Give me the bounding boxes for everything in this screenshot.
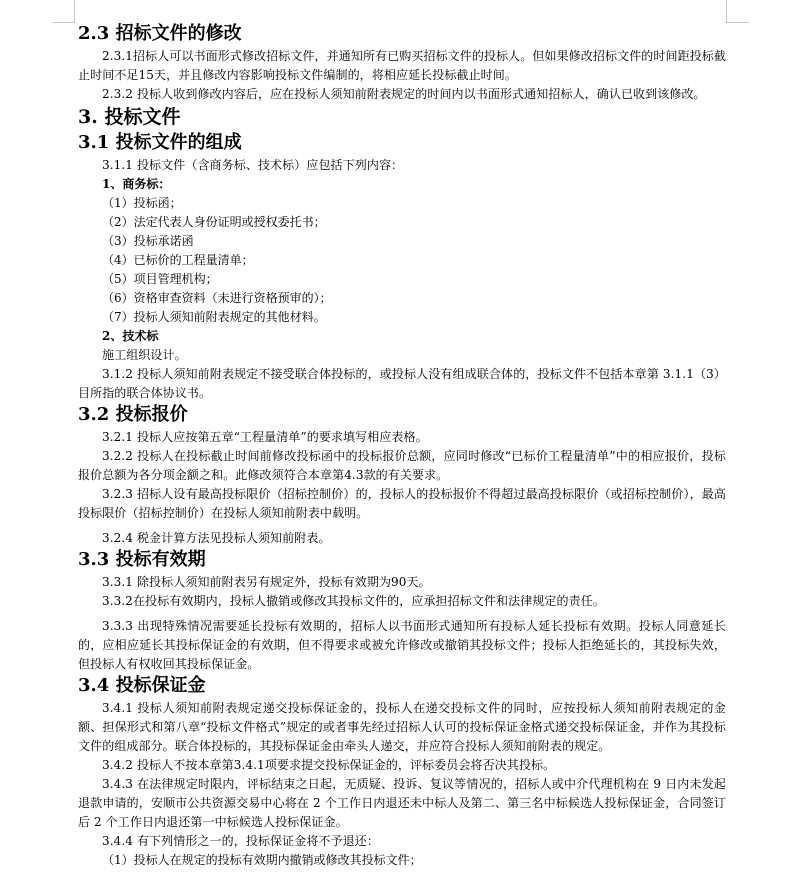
heading-3-1: 3.1 投标文件的组成 (78, 132, 242, 153)
paragraph-3-3-3: 3.3.3 出现特殊情况需要延长投标有效期的，招标人以书面形式通知所有投标人延长投标有效期。投标人同意延长的，应相应延长其投标保证金的有效期，但不得要求或被允许修改或撤销其投标文件；投标人拒绝延长的，其投标失效，但投标人有权收回其投标保证金。 (78, 619, 726, 671)
list-item: （1）投标函； (102, 196, 182, 210)
document-body (78, 22, 726, 870)
list-item: （5）项目管理机构； (102, 272, 218, 286)
paragraph-3-2-3: 3.2.3 招标人设有最高投标限价（招标控制价）的，投标人的投标报价不得超过最高投标限价（或招标控制价），最高投标限价（招标控制价）在投标人须知前附表中载明。 (78, 487, 726, 520)
paragraph-3-1-1: 3.1.1 投标文件（含商务标、技术标）应包括下列内容： (102, 158, 404, 172)
paragraph-3-4-2: 3.4.2 投标人不按本章第3.4.1项要求提交投标保证金的，评标委员会将否决其投标。 (102, 758, 556, 772)
list-item: （4）已标价的工程量清单； (102, 253, 254, 267)
paragraph-2-3-1: 2.3.1招标人可以书面形式修改招标文件，并通知所有已购买招标文件的投标人。但如果修改招标文件的时间距投标截止时间不足15天，并且修改内容影响投标文件编制的，将相应延长投标截止时间。 (78, 49, 726, 82)
paragraph-3-4-3: 3.4.3 在法律规定时限内，评标结束之日起，无质疑、投诉、复议等情况的，招标人或中介代理机构在 9 日内未发起退款申请的，安顺市公共资源交易中心将在 2 个工作日内退还未中标人及第二、第三名中标候选人投标保证金，合同签订后 2 个工作日内退还第一中标候选人投标保证金。 (78, 777, 726, 829)
paragraph-construction-design: 施工组织设计。 (102, 348, 187, 362)
list-item: （3）投标承诺函 (102, 234, 194, 248)
paragraph-3-3-1: 3.3.1 除投标人须知前附表另有规定外，投标有效期为90天。 (102, 575, 431, 589)
heading-3-2: 3.2 投标报价 (78, 404, 188, 425)
heading-3: 3. 投标文件 (78, 106, 181, 128)
paragraph-3-3-2: 3.3.2在投标有效期内，投标人撤销或修改其投标文件的，应承担招标文件和法律规定的责任。 (102, 594, 605, 608)
page-corner-mark-right (726, 0, 749, 23)
paragraph-3-4-1: 3.4.1 投标人须知前附表规定递交投标保证金的，投标人在递交投标文件的同时，应按投标人须知前附表规定的金额、担保形式和第八章“投标文件格式”规定的或者事先经过招标人认可的投标保证金格式递交投标保证金，并作为其投标文件的组成部分。联合体投标的，其投标保证金由牵头人递交，并应符合投标人须知前附表的规定。 (78, 701, 726, 753)
subheading-business-bid: 1、商务标： (102, 177, 171, 191)
paragraph-2-3-2: 2.3.2 投标人收到修改内容后，应在投标人须知前附表规定的时间内以书面形式通知招标人，确认已收到该修改。 (102, 87, 706, 101)
list-item: （1）投标人在规定的投标有效期内撤销或修改其投标文件； (102, 853, 422, 867)
heading-3-3: 3.3 投标有效期 (78, 549, 206, 570)
paragraph-3-1-2: 3.1.2 投标人须知前附表规定不接受联合体投标的，或投标人没有组成联合体的，投标文件不包括本章第 3.1.1（3）目所指的联合体协议书。 (78, 367, 726, 400)
paragraph-3-2-1: 3.2.1 投标人应按第五章“工程量清单”的要求填写相应表格。 (102, 430, 428, 444)
list-item: （6）资格审查资料（未进行资格预审的）； (102, 291, 332, 305)
subheading-technical-bid: 2、技术标 (102, 329, 159, 343)
paragraph-3-4-4: 3.4.4 有下列情形之一的，投标保证金将不予退还： (102, 834, 379, 848)
paragraph-3-2-4: 3.2.4 税金计算方法见投标人须知前附表。 (102, 531, 331, 545)
page-corner-mark-left (52, 0, 75, 23)
list-item: （2）法定代表人身份证明或授权委托书； (102, 215, 326, 229)
heading-3-4: 3.4 投标保证金 (78, 675, 206, 696)
list-item: （7）投标人须知前附表规定的其他材料。 (102, 310, 326, 324)
heading-2-3: 2.3 招标文件的修改 (78, 23, 242, 44)
paragraph-3-2-2: 3.2.2 投标人在投标截止时间前修改投标函中的投标报价总额，应同时修改“已标价工程量清单”中的相应报价，投标报价总额为各分项金额之和。此修改须符合本章第4.3款的有关要求。 (78, 449, 726, 482)
